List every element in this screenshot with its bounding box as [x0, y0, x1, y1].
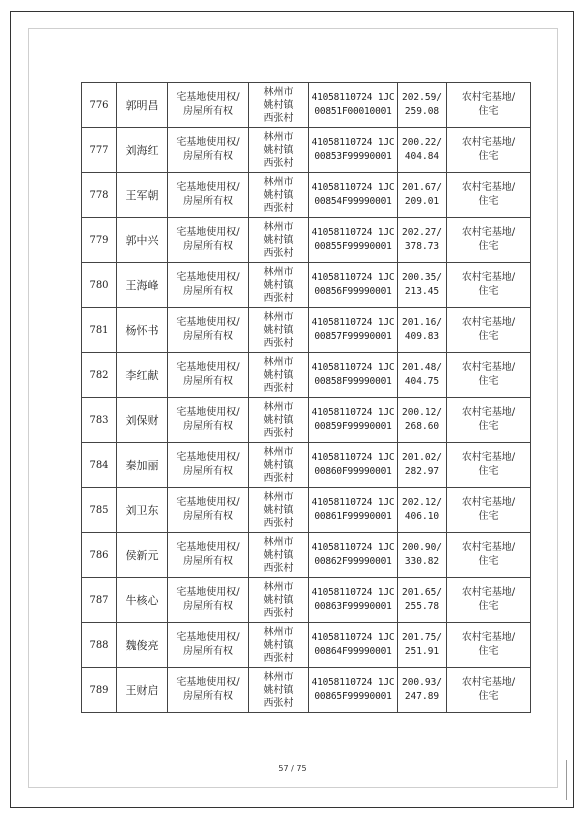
cell-unit-id-line: 00853F99990001 — [314, 151, 392, 162]
cell-location-line: 姚村镇 — [263, 99, 294, 111]
cell-unit-id-line: 41058110724 1JC — [311, 227, 395, 238]
cell-location-line: 林州市 — [263, 356, 294, 368]
cell-location-line: 林州市 — [263, 176, 294, 188]
records-table — [81, 82, 531, 713]
cell-unit-id — [309, 578, 398, 623]
cell-location — [249, 443, 309, 488]
cell-unit-id — [309, 488, 398, 533]
cell-usage-line: 住宅 — [478, 331, 499, 342]
cell-unit-id-line: 41058110724 1JC — [311, 587, 395, 598]
table-row — [82, 218, 531, 263]
cell-area-line: 201.75/ — [401, 632, 443, 643]
cell-usage-line: 农村宅基地/ — [461, 587, 516, 598]
cell-location-line: 林州市 — [263, 581, 294, 593]
cell-location — [249, 83, 309, 128]
cell-location — [249, 263, 309, 308]
cell-location — [249, 308, 309, 353]
cell-right-type-line: 房屋所有权 — [183, 286, 233, 297]
cell-location — [249, 623, 309, 668]
cell-usage-line: 住宅 — [478, 466, 499, 477]
table-row — [82, 263, 531, 308]
cell-area — [398, 218, 447, 263]
cell-unit-id — [309, 398, 398, 443]
cell-location-line: 姚村镇 — [263, 459, 294, 471]
cell-unit-id-line: 00863F99990001 — [314, 601, 392, 612]
cell-unit-id-line: 00862F99990001 — [314, 556, 392, 567]
cell-location-line: 西张村 — [263, 112, 294, 124]
cell-right-type-line: 宅基地使用权/ — [176, 362, 240, 373]
cell-location — [249, 353, 309, 398]
cell-record-number: 777 — [82, 128, 117, 173]
cell-unit-id-line: 41058110724 1JC — [311, 182, 395, 193]
cell-record-number: 778 — [82, 173, 117, 218]
cell-location — [249, 218, 309, 263]
cell-usage-line: 住宅 — [478, 556, 499, 567]
cell-area — [398, 533, 447, 578]
cell-right-type-line: 宅基地使用权/ — [176, 407, 240, 418]
cell-right-type-line: 房屋所有权 — [183, 556, 233, 567]
cell-area — [398, 173, 447, 218]
cell-unit-id — [309, 173, 398, 218]
table-row — [82, 578, 531, 623]
cell-owner-name: 牛核心 — [117, 578, 168, 623]
cell-location-line: 林州市 — [263, 491, 294, 503]
cell-unit-id-line: 00858F99990001 — [314, 376, 392, 387]
cell-location-line: 林州市 — [263, 401, 294, 413]
cell-right-type-line: 房屋所有权 — [183, 241, 233, 252]
cell-owner-name: 秦加丽 — [117, 443, 168, 488]
cell-right-type — [168, 83, 249, 128]
cell-location-line: 姚村镇 — [263, 189, 294, 201]
cell-area — [398, 308, 447, 353]
cell-right-type-line: 房屋所有权 — [183, 601, 233, 612]
cell-location — [249, 668, 309, 713]
cell-usage-line: 农村宅基地/ — [461, 542, 516, 553]
cell-right-type-line: 宅基地使用权/ — [176, 272, 240, 283]
cell-unit-id-line: 41058110724 1JC — [311, 677, 395, 688]
cell-unit-id-line: 00861F99990001 — [314, 511, 392, 522]
cell-area — [398, 128, 447, 173]
cell-unit-id-line: 00851F00010001 — [314, 106, 392, 117]
cell-owner-name: 郭中兴 — [117, 218, 168, 263]
cell-usage — [447, 668, 531, 713]
cell-usage-line: 住宅 — [478, 286, 499, 297]
table-row — [82, 533, 531, 578]
cell-area-line: 409.83 — [404, 331, 440, 342]
cell-right-type-line: 房屋所有权 — [183, 106, 233, 117]
cell-unit-id-line: 00854F99990001 — [314, 196, 392, 207]
table-row — [82, 353, 531, 398]
cell-area-line: 202.27/ — [401, 227, 443, 238]
cell-usage — [447, 488, 531, 533]
cell-usage-line: 住宅 — [478, 646, 499, 657]
cell-unit-id-line: 41058110724 1JC — [311, 452, 395, 463]
cell-right-type-line: 房屋所有权 — [183, 421, 233, 432]
cell-unit-id — [309, 263, 398, 308]
cell-right-type-line: 宅基地使用权/ — [176, 497, 240, 508]
cell-record-number: 787 — [82, 578, 117, 623]
cell-right-type-line: 房屋所有权 — [183, 331, 233, 342]
cell-record-number: 779 — [82, 218, 117, 263]
cell-location-line: 西张村 — [263, 517, 294, 529]
cell-usage-line: 农村宅基地/ — [461, 497, 516, 508]
cell-record-number: 788 — [82, 623, 117, 668]
cell-usage — [447, 308, 531, 353]
cell-right-type-line: 宅基地使用权/ — [176, 677, 240, 688]
cell-area-line: 201.67/ — [401, 182, 443, 193]
cell-usage-line: 农村宅基地/ — [461, 452, 516, 463]
cell-owner-name: 魏俊亮 — [117, 623, 168, 668]
cell-unit-id-line: 41058110724 1JC — [311, 317, 395, 328]
cell-record-number: 776 — [82, 83, 117, 128]
cell-area-line: 406.10 — [404, 511, 440, 522]
cell-usage — [447, 128, 531, 173]
cell-location-line: 林州市 — [263, 131, 294, 143]
cell-unit-id-line: 00865F99990001 — [314, 691, 392, 702]
cell-record-number: 785 — [82, 488, 117, 533]
cell-location-line: 林州市 — [263, 536, 294, 548]
cell-location-line: 姚村镇 — [263, 234, 294, 246]
cell-location-line: 姚村镇 — [263, 414, 294, 426]
cell-location-line: 姚村镇 — [263, 504, 294, 516]
cell-area-line: 259.08 — [404, 106, 440, 117]
cell-area-line: 201.48/ — [401, 362, 443, 373]
cell-record-number: 781 — [82, 308, 117, 353]
cell-usage-line: 农村宅基地/ — [461, 227, 516, 238]
cell-owner-name: 刘保财 — [117, 398, 168, 443]
cell-right-type-line: 房屋所有权 — [183, 196, 233, 207]
cell-usage — [447, 533, 531, 578]
cell-area-line: 200.35/ — [401, 272, 443, 283]
cell-area — [398, 488, 447, 533]
table-row — [82, 488, 531, 533]
cell-usage — [447, 263, 531, 308]
cell-right-type — [168, 218, 249, 263]
cell-usage — [447, 353, 531, 398]
cell-record-number: 789 — [82, 668, 117, 713]
cell-area — [398, 578, 447, 623]
cell-right-type — [168, 533, 249, 578]
cell-area-line: 255.78 — [404, 601, 440, 612]
cell-right-type-line: 宅基地使用权/ — [176, 542, 240, 553]
cell-right-type-line: 房屋所有权 — [183, 511, 233, 522]
cell-right-type — [168, 308, 249, 353]
cell-usage-line: 住宅 — [478, 376, 499, 387]
cell-usage-line: 住宅 — [478, 151, 499, 162]
cell-owner-name: 侯新元 — [117, 533, 168, 578]
cell-location-line: 西张村 — [263, 562, 294, 574]
cell-owner-name: 王军朝 — [117, 173, 168, 218]
cell-usage — [447, 218, 531, 263]
cell-location-line: 姚村镇 — [263, 279, 294, 291]
cell-record-number: 784 — [82, 443, 117, 488]
cell-unit-id-line: 41058110724 1JC — [311, 407, 395, 418]
cell-area-line: 209.01 — [404, 196, 440, 207]
cell-area — [398, 263, 447, 308]
cell-usage-line: 农村宅基地/ — [461, 137, 516, 148]
cell-right-type — [168, 623, 249, 668]
cell-location-line: 西张村 — [263, 697, 294, 709]
cell-unit-id-line: 41058110724 1JC — [311, 497, 395, 508]
cell-area — [398, 443, 447, 488]
cell-usage-line: 农村宅基地/ — [461, 362, 516, 373]
cell-owner-name: 刘卫东 — [117, 488, 168, 533]
cell-usage-line: 农村宅基地/ — [461, 182, 516, 193]
records-table-body — [82, 83, 531, 713]
cell-area-line: 200.22/ — [401, 137, 443, 148]
cell-unit-id — [309, 83, 398, 128]
cell-right-type — [168, 353, 249, 398]
cell-location-line: 林州市 — [263, 221, 294, 233]
cell-location-line: 西张村 — [263, 472, 294, 484]
cell-unit-id — [309, 533, 398, 578]
table-row — [82, 308, 531, 353]
cell-usage — [447, 398, 531, 443]
cell-unit-id-line: 41058110724 1JC — [311, 542, 395, 553]
cell-unit-id-line: 41058110724 1JC — [311, 362, 395, 373]
cell-location-line: 林州市 — [263, 446, 294, 458]
cell-area — [398, 353, 447, 398]
cell-location-line: 姚村镇 — [263, 594, 294, 606]
cell-record-number: 782 — [82, 353, 117, 398]
cell-right-type-line: 宅基地使用权/ — [176, 182, 240, 193]
cell-location-line: 姚村镇 — [263, 369, 294, 381]
cell-usage-line: 住宅 — [478, 196, 499, 207]
cell-area — [398, 83, 447, 128]
cell-location-line: 西张村 — [263, 292, 294, 304]
cell-location — [249, 488, 309, 533]
cell-unit-id-line: 00857F99990001 — [314, 331, 392, 342]
cell-unit-id-line: 41058110724 1JC — [311, 272, 395, 283]
cell-area-line: 201.02/ — [401, 452, 443, 463]
cell-area-line: 200.90/ — [401, 542, 443, 553]
cell-unit-id — [309, 308, 398, 353]
cell-location — [249, 173, 309, 218]
cell-record-number: 786 — [82, 533, 117, 578]
cell-usage-line: 农村宅基地/ — [461, 632, 516, 643]
cell-unit-id-line: 00856F99990001 — [314, 286, 392, 297]
cell-unit-id-line: 41058110724 1JC — [311, 632, 395, 643]
cell-usage-line: 住宅 — [478, 511, 499, 522]
cell-unit-id-line: 00864F99990001 — [314, 646, 392, 657]
cell-record-number: 783 — [82, 398, 117, 443]
cell-area — [398, 398, 447, 443]
cell-location-line: 西张村 — [263, 382, 294, 394]
cell-right-type — [168, 263, 249, 308]
cell-owner-name: 刘海红 — [117, 128, 168, 173]
cell-usage — [447, 623, 531, 668]
page-number: 57 / 75 — [278, 764, 307, 773]
cell-location-line: 林州市 — [263, 626, 294, 638]
cell-usage-line: 住宅 — [478, 106, 499, 117]
cell-area — [398, 668, 447, 713]
cell-right-type-line: 房屋所有权 — [183, 151, 233, 162]
table-row — [82, 623, 531, 668]
cell-area-line: 202.12/ — [401, 497, 443, 508]
cell-location-line: 西张村 — [263, 427, 294, 439]
table-row — [82, 128, 531, 173]
cell-area-line: 202.59/ — [401, 92, 443, 103]
cell-usage-line: 农村宅基地/ — [461, 677, 516, 688]
cell-right-type-line: 房屋所有权 — [183, 691, 233, 702]
cell-location — [249, 578, 309, 623]
cell-right-type — [168, 668, 249, 713]
cell-unit-id — [309, 128, 398, 173]
table-row — [82, 443, 531, 488]
cell-right-type — [168, 398, 249, 443]
cell-area-line: 404.84 — [404, 151, 440, 162]
cell-usage-line: 农村宅基地/ — [461, 317, 516, 328]
cell-area-line: 282.97 — [404, 466, 440, 477]
cell-usage-line: 住宅 — [478, 241, 499, 252]
cell-location — [249, 398, 309, 443]
cell-usage-line: 农村宅基地/ — [461, 272, 516, 283]
cell-area-line: 251.91 — [404, 646, 440, 657]
cell-right-type — [168, 173, 249, 218]
cell-record-number: 780 — [82, 263, 117, 308]
cell-owner-name: 杨怀书 — [117, 308, 168, 353]
cell-owner-name: 李红献 — [117, 353, 168, 398]
cell-area-line: 404.75 — [404, 376, 440, 387]
cell-usage-line: 农村宅基地/ — [461, 407, 516, 418]
cell-area-line: 200.93/ — [401, 677, 443, 688]
cell-unit-id — [309, 218, 398, 263]
cell-location — [249, 533, 309, 578]
table-row — [82, 83, 531, 128]
cell-location-line: 西张村 — [263, 157, 294, 169]
cell-usage-line: 住宅 — [478, 421, 499, 432]
cell-right-type — [168, 443, 249, 488]
cell-location-line: 林州市 — [263, 266, 294, 278]
cell-location-line: 姚村镇 — [263, 324, 294, 336]
cell-right-type-line: 宅基地使用权/ — [176, 587, 240, 598]
cell-owner-name: 王海峰 — [117, 263, 168, 308]
cell-right-type — [168, 488, 249, 533]
cell-right-type-line: 房屋所有权 — [183, 376, 233, 387]
cell-right-type — [168, 128, 249, 173]
cell-usage — [447, 443, 531, 488]
cell-location-line: 姚村镇 — [263, 549, 294, 561]
cell-location-line: 林州市 — [263, 671, 294, 683]
cell-unit-id-line: 00860F99990001 — [314, 466, 392, 477]
cell-owner-name: 王财启 — [117, 668, 168, 713]
table-row — [82, 173, 531, 218]
cell-location-line: 西张村 — [263, 247, 294, 259]
cell-area-line: 213.45 — [404, 286, 440, 297]
cell-location — [249, 128, 309, 173]
cell-unit-id-line: 00855F99990001 — [314, 241, 392, 252]
cell-usage-line: 农村宅基地/ — [461, 92, 516, 103]
cell-area-line: 201.16/ — [401, 317, 443, 328]
cell-usage — [447, 173, 531, 218]
cell-right-type-line: 房屋所有权 — [183, 646, 233, 657]
cell-location-line: 姚村镇 — [263, 144, 294, 156]
cell-area-line: 200.12/ — [401, 407, 443, 418]
cell-unit-id — [309, 668, 398, 713]
cell-area-line: 330.82 — [404, 556, 440, 567]
cell-unit-id-line: 00859F99990001 — [314, 421, 392, 432]
cell-area-line: 247.89 — [404, 691, 440, 702]
cell-usage-line: 住宅 — [478, 601, 499, 612]
cell-usage — [447, 83, 531, 128]
cell-area-line: 268.60 — [404, 421, 440, 432]
cell-location-line: 姚村镇 — [263, 639, 294, 651]
cell-location-line: 西张村 — [263, 202, 294, 214]
cell-right-type-line: 宅基地使用权/ — [176, 137, 240, 148]
cell-location-line: 姚村镇 — [263, 684, 294, 696]
table-row — [82, 668, 531, 713]
cell-usage — [447, 578, 531, 623]
cell-location-line: 西张村 — [263, 337, 294, 349]
cell-unit-id-line: 41058110724 1JC — [311, 92, 395, 103]
cell-area-line: 201.65/ — [401, 587, 443, 598]
cell-right-type-line: 房屋所有权 — [183, 466, 233, 477]
cell-location-line: 林州市 — [263, 86, 294, 98]
cell-usage-line: 住宅 — [478, 691, 499, 702]
cell-location-line: 林州市 — [263, 311, 294, 323]
cell-unit-id — [309, 443, 398, 488]
cell-right-type-line: 宅基地使用权/ — [176, 452, 240, 463]
cell-area — [398, 623, 447, 668]
cell-unit-id — [309, 353, 398, 398]
cell-location-line: 西张村 — [263, 607, 294, 619]
table-row — [82, 398, 531, 443]
cell-right-type-line: 宅基地使用权/ — [176, 632, 240, 643]
cell-right-type-line: 宅基地使用权/ — [176, 227, 240, 238]
cell-right-type-line: 宅基地使用权/ — [176, 92, 240, 103]
cell-owner-name: 郭明昌 — [117, 83, 168, 128]
cell-right-type-line: 宅基地使用权/ — [176, 317, 240, 328]
cell-unit-id — [309, 623, 398, 668]
cell-right-type — [168, 578, 249, 623]
cell-unit-id-line: 41058110724 1JC — [311, 137, 395, 148]
cell-location-line: 西张村 — [263, 652, 294, 664]
cell-area-line: 378.73 — [404, 241, 440, 252]
